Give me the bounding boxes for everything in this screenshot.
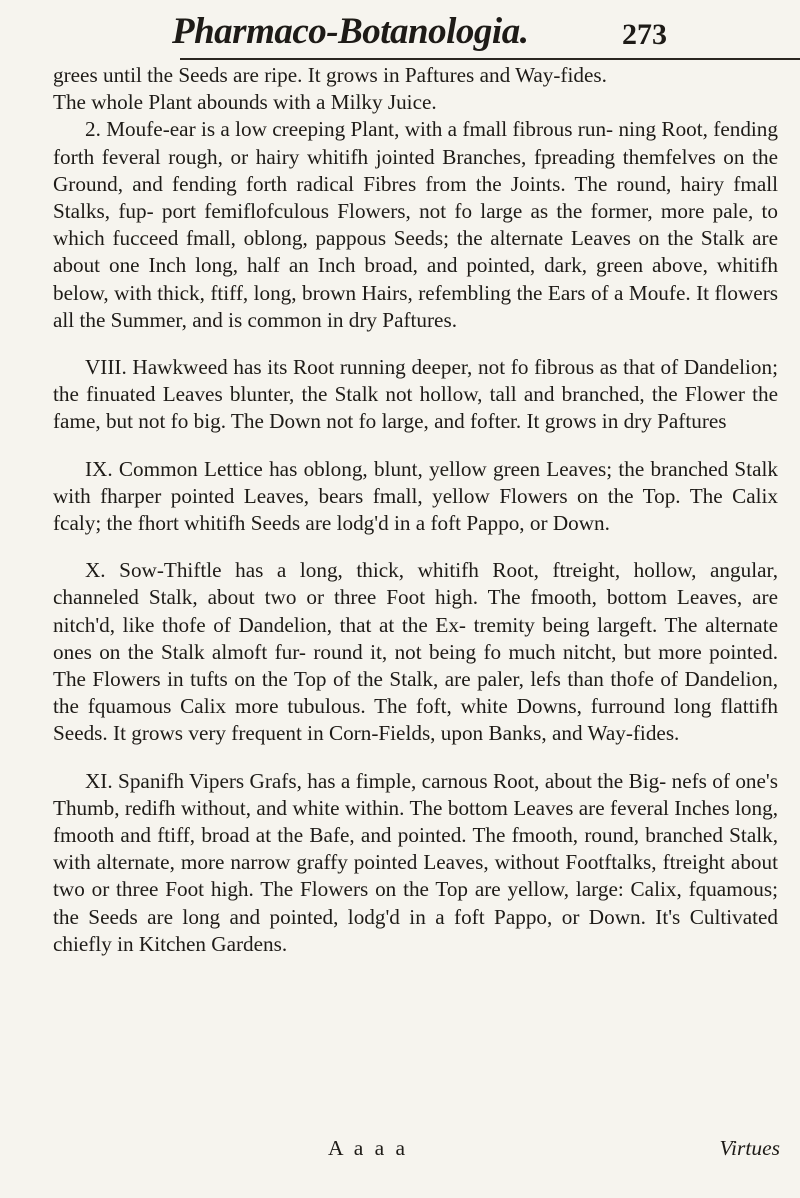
paragraph-continuation — [53, 62, 778, 116]
text-line: of Dandelion; the finuated Leaves blunter, the Stalk not hollow, tall — [53, 355, 778, 407]
page-header — [0, 6, 800, 58]
text-line: nefs of one's Thumb, redifh without, and white within. The bottom — [53, 768, 778, 820]
text-line: narrow graffy pointed Leaves, without Footftalks, ftreight about two — [53, 850, 779, 902]
text-line: branched Stalk with fharper pointed Leaves, bears fmall, yellow — [53, 456, 778, 508]
paragraph-sow-thistle — [53, 557, 778, 747]
paragraph-spanish-vipers-grass — [53, 768, 778, 958]
text-line: pointed. The fmooth, round, branched Stalk, with alternate, more — [53, 823, 778, 875]
text-line: in tufts on the Top of the Stalk, are paler, lefs than thofe of Dandelion, — [167, 667, 778, 692]
text-line: or three Foot high. The Flowers on the Top are yellow, large: Calix, — [91, 877, 682, 902]
text-line: dark, green above, whitifh below, with thick, ftiff, long, brown — [53, 253, 779, 305]
text-line: and branched, the Flower the fame, but not fo big. The Down not fo — [53, 382, 778, 434]
text-line: and is common in dry Paftures. — [192, 307, 458, 332]
running-title: Pharmaco-Botanologia. — [172, 11, 529, 52]
text-line: Hairs, refembling the Ears of a Moufe. It flowers all the Summer, — [53, 280, 779, 332]
text-line: XI. Spanifh Vipers Grafs, has a fimple, carnous Root, about the Big- — [85, 768, 667, 793]
text-line: large, and fofter. It grows in dry Paftures — [381, 409, 727, 434]
text-line: lodg'd in a foft Pappo, or Down. — [336, 511, 610, 536]
text-line: 2. Moufe-ear is a low creeping Plant, with a fmall fibrous run- — [85, 117, 614, 142]
text-line: The whole Plant abounds with a Milky Juice. — [53, 90, 437, 115]
text-line: VIII. Hawkweed has its Root running deeper, not fo fibrous as that — [85, 355, 655, 380]
text-line: angular, channeled Stalk, about two or three Foot high. The fmooth, — [53, 558, 778, 610]
paragraph-gap — [53, 436, 778, 456]
text-line: round it, not being fo much nitcht, but more pointed. The Flowers — [53, 639, 779, 692]
paragraph-gap — [53, 537, 778, 557]
text-line: Down. It's Cultivated chiefly in Kitchen Gardens. — [53, 904, 778, 956]
header-rule — [180, 58, 800, 60]
paragraph-common-lettice — [53, 456, 778, 538]
text-line: the fquamous Calix more tubulous. The foft, white Downs, furround — [53, 694, 665, 719]
paragraph-hawkweed — [53, 354, 778, 436]
page-footer — [53, 1136, 780, 1166]
text-line: long flattifh Seeds. It grows very frequent in Corn-Fields, upon — [53, 694, 779, 746]
text-line: bottom Leaves, are nitch'd, like thofe of Dandelion, that at the Ex- — [53, 585, 778, 637]
text-line: which fucceed fmall, oblong, pappous Seeds; the alternate Leaves on — [53, 226, 660, 251]
text-line: Banks, and Way-fides. — [488, 721, 680, 746]
page-number: 273 — [622, 18, 667, 51]
text-line: IX. Common Lettice has oblong, blunt, yellow green Leaves; the — [85, 456, 645, 481]
text-line: the Stalk are about one Inch long, half an Inch broad, and pointed, — [53, 226, 779, 278]
text-line: X. Sow-Thiftle has a long, thick, whitifh Root, ftreight, hollow, — [85, 558, 697, 583]
catchword: Virtues — [719, 1136, 780, 1160]
text-line: radical Fibres from the Joints. The round, hairy fmall Stalks, fup- — [53, 171, 779, 224]
paragraph-gap — [53, 748, 778, 768]
text-line: Flowers on the Top. The Calix fcaly; the fhort whitifh Seeds are — [53, 483, 778, 536]
text-line: fquamous; the Seeds are long and pointed, lodg'd in a foft Pappo, or — [53, 877, 779, 929]
paragraph-gap — [53, 334, 778, 354]
text-line: grees until the Seeds are ripe. It grows in Paftures and Way-fides. — [53, 63, 607, 87]
paragraph-mouse-ear — [53, 116, 778, 334]
text-line: ning Root, fending forth feveral rough, or hairy whitifh jointed — [53, 117, 778, 169]
text-line: port femiflofculous Flowers, not fo large as the former, more pale, to — [161, 199, 778, 224]
text-line: Branches, fpreading themfelves on the Ground, and fending forth — [53, 144, 778, 196]
text-line: Leaves are feveral Inches long, fmooth and ftiff, broad at the Bafe, and — [53, 795, 778, 848]
text-line: tremity being largeft. The alternate ones on the Stalk almoft fur- — [53, 612, 778, 664]
body-text — [53, 62, 778, 958]
signature-mark: A a a a — [328, 1136, 409, 1160]
